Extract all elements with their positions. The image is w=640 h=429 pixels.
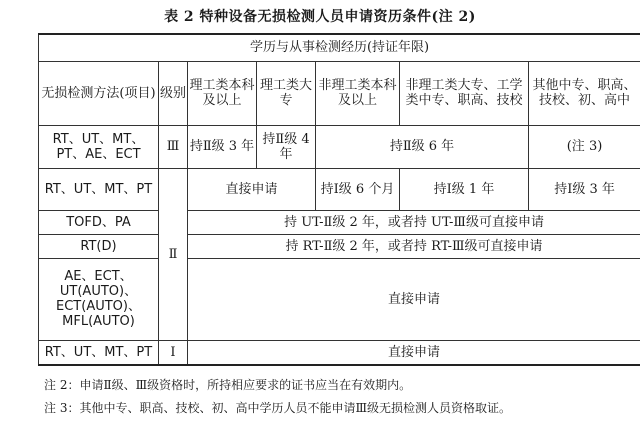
qualification-table bbox=[38, 33, 640, 366]
requirement-cell: 持 RT-Ⅱ级 2 年，或者持 RT-Ⅲ级可直接申请 bbox=[188, 234, 640, 258]
method-cell: RT、UT、MT、PT、AE、ECT bbox=[39, 125, 159, 168]
table-row bbox=[39, 340, 640, 365]
edu-col-header: 其他中专、职高、技校、初、高中 bbox=[529, 61, 640, 125]
edu-col-header: 理工类大专 bbox=[257, 61, 316, 125]
header-row bbox=[39, 61, 640, 125]
requirement-cell: 直接申请 bbox=[188, 168, 316, 210]
level-header: 级别 bbox=[159, 61, 188, 125]
header-row-group bbox=[39, 34, 640, 61]
requirement-cell: 持Ⅰ级 6 个月 bbox=[316, 168, 400, 210]
table-row bbox=[39, 210, 640, 234]
table-row bbox=[39, 168, 640, 210]
requirement-cell: 持Ⅰ级 1 年 bbox=[400, 168, 529, 210]
level-cell: Ⅰ bbox=[159, 340, 188, 365]
method-cell: RT、UT、MT、PT bbox=[39, 168, 159, 210]
edu-col-header: 非理工类大专、工学类中专、职高、技校 bbox=[400, 61, 529, 125]
edu-col-header: 非理工类本科及以上 bbox=[316, 61, 400, 125]
requirement-cell: 持Ⅱ级 3 年 bbox=[188, 125, 257, 168]
requirement-cell: 直接申请 bbox=[188, 258, 640, 340]
requirement-cell: 持Ⅰ级 3 年 bbox=[529, 168, 640, 210]
method-header: 无损检测方法(项目) bbox=[39, 61, 159, 125]
group-header: 学历与从事检测经历(持证年限) bbox=[39, 34, 640, 61]
requirement-cell: 持 UT-Ⅱ级 2 年，或者持 UT-Ⅲ级可直接申请 bbox=[188, 210, 640, 234]
method-cell: RT、UT、MT、PT bbox=[39, 340, 159, 365]
requirement-cell: 持Ⅱ级 4 年 bbox=[257, 125, 316, 168]
level-cell: Ⅲ bbox=[159, 125, 188, 168]
requirement-cell: 持Ⅱ级 6 年 bbox=[316, 125, 529, 168]
table-row bbox=[39, 234, 640, 258]
requirement-cell: (注 3) bbox=[529, 125, 640, 168]
requirement-cell: 直接申请 bbox=[188, 340, 640, 365]
edu-col-header: 理工类本科及以上 bbox=[188, 61, 257, 125]
table-caption: 表 2 特种设备无损检测人员申请资历条件(注 2) bbox=[164, 9, 476, 25]
footnote: 注 3：其他中专、职高、技校、初、高中学历人员不能申请Ⅲ级无损检测人员资格取证。 bbox=[44, 401, 512, 415]
table-row bbox=[39, 125, 640, 168]
method-cell: RT(D) bbox=[39, 234, 159, 258]
footnote: 注 2：申请Ⅱ级、Ⅲ级资格时，所持相应要求的证书应当在有效期内。 bbox=[44, 378, 412, 392]
method-cell: TOFD、PA bbox=[39, 210, 159, 234]
table-row bbox=[39, 258, 640, 340]
method-cell: AE、ECT、UT(AUTO)、ECT(AUTO)、MFL(AUTO) bbox=[39, 258, 159, 340]
level-cell: Ⅱ bbox=[159, 168, 188, 340]
